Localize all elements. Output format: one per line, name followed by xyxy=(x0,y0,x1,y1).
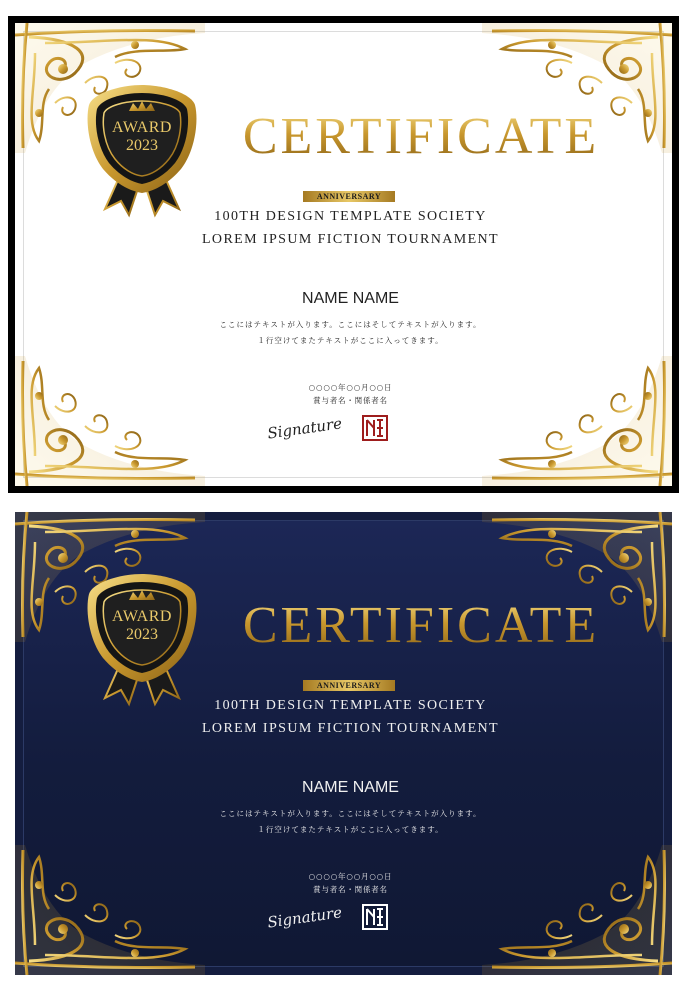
issue-date: ○○○○年○○月○○日 xyxy=(308,383,393,392)
ornament-icon xyxy=(482,356,672,486)
body-text-line-2: １行空けてまたテキストがここに入ってきます。 xyxy=(257,825,444,834)
anniversary-ribbon: ANNIVERSARY xyxy=(303,191,395,202)
body-text-line-2: １行空けてまたテキストがここに入ってきます。 xyxy=(257,336,444,345)
ornament-icon xyxy=(15,356,205,486)
signature: Signature xyxy=(266,903,344,932)
badge-award-text: AWARD xyxy=(112,119,172,136)
subtitle-tournament: LOREM IPSUM FICTION TOURNAMENT xyxy=(201,721,499,736)
presenter-name: 賞与者名・関係者名 xyxy=(313,885,388,894)
award-badge-icon xyxy=(83,570,201,710)
badge-award-text: AWARD xyxy=(112,608,172,625)
date-block xyxy=(245,870,456,896)
award-badge-icon xyxy=(83,81,201,221)
subtitle-tournament: LOREM IPSUM FICTION TOURNAMENT xyxy=(201,232,499,247)
subtitle-society: 100TH DESIGN TEMPLATE SOCIETY xyxy=(214,209,487,224)
recipient-name: NAME NAME xyxy=(302,290,399,307)
badge-year-text: 2023 xyxy=(126,137,158,154)
ornament-icon xyxy=(15,845,205,975)
recipient-name: NAME NAME xyxy=(302,779,399,796)
subtitle-society: 100TH DESIGN TEMPLATE SOCIETY xyxy=(214,698,487,713)
presenter-name: 賞与者名・関係者名 xyxy=(313,396,388,405)
certificate-title: CERTIFICATE xyxy=(211,107,631,166)
certificate-title: CERTIFICATE xyxy=(211,596,631,655)
signature: Signature xyxy=(266,414,344,443)
anniversary-ribbon: ANNIVERSARY xyxy=(303,680,395,691)
body-text-line-1: ここにはテキストが入ります。ここにはそしてテキストが入ります。 xyxy=(219,809,482,818)
certificate-navy xyxy=(8,505,679,982)
ornament-icon xyxy=(482,845,672,975)
date-block xyxy=(245,381,456,407)
badge-year-text: 2023 xyxy=(126,626,158,643)
certificate-white xyxy=(8,16,679,493)
seal-stamp-icon xyxy=(362,904,388,930)
seal-stamp-icon xyxy=(362,415,388,441)
issue-date: ○○○○年○○月○○日 xyxy=(308,872,393,881)
body-text-line-1: ここにはテキストが入ります。ここにはそしてテキストが入ります。 xyxy=(219,320,482,329)
